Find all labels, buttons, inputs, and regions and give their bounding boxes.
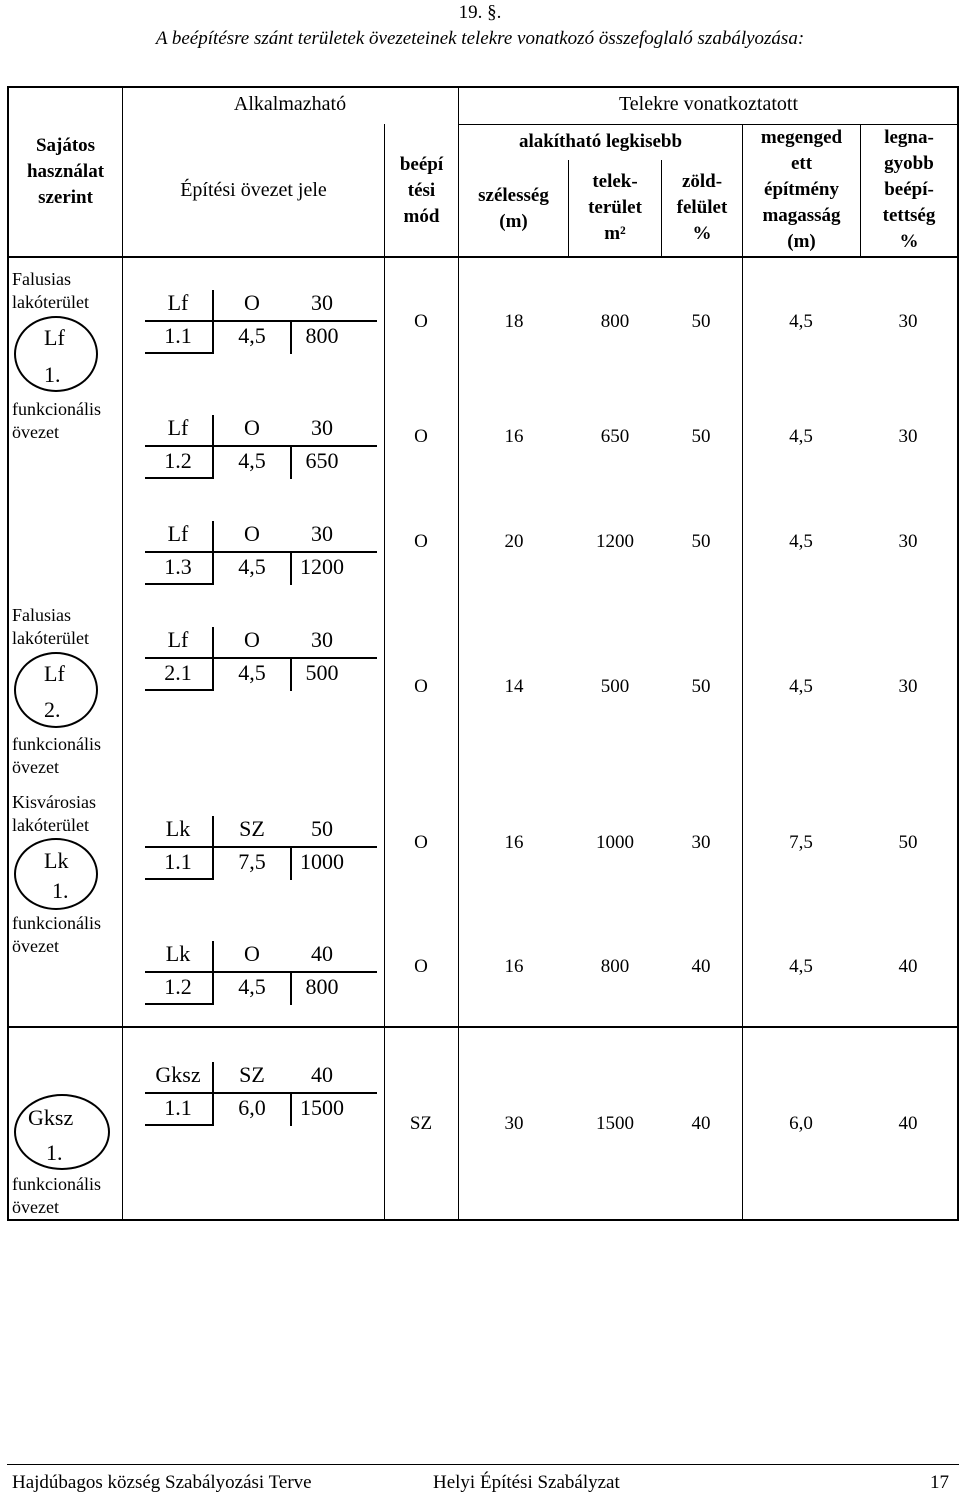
header-beepitettseg-line: legna- <box>884 127 934 148</box>
group-line: Falusias <box>12 605 72 625</box>
header-alkalmazhato: Alkalmazható <box>233 93 347 115</box>
zone-box-line <box>212 627 214 691</box>
group-line: Kisvárosias <box>12 792 96 812</box>
cell-beep: 30 <box>898 676 918 697</box>
header-szelesseg-line: szélesség <box>478 185 549 206</box>
cell-zold: 30 <box>691 832 711 853</box>
group-number: 1. <box>52 878 69 903</box>
zone-code-e: 7,5 <box>238 849 266 874</box>
group-label <box>12 791 122 837</box>
header-sajatos-line: Sajátos <box>35 135 96 156</box>
zone-code-a: Lk <box>165 816 191 841</box>
header-magassag-line: ett <box>790 153 813 174</box>
zone-code-a: Lf <box>167 415 189 440</box>
cell-szel: 16 <box>504 426 524 447</box>
zone-box-line <box>145 689 212 691</box>
group-label <box>12 604 120 650</box>
zone-code-box <box>145 627 377 691</box>
zone-code-f: 800 <box>305 974 339 999</box>
zone-code-c: 30 <box>311 521 333 546</box>
group-circle <box>14 316 98 392</box>
header-beepitettseg <box>861 125 957 255</box>
zone-code-d: 1.1 <box>164 849 192 874</box>
zone-code-b: O <box>244 627 260 652</box>
header-telekterulet-line: m² <box>604 223 626 244</box>
zone-code-b: O <box>244 521 260 546</box>
zone-box-line <box>145 846 377 848</box>
header-sajatos-line: szerint <box>38 187 93 208</box>
zone-code-b: SZ <box>239 1062 265 1087</box>
group-code: Lf <box>44 325 65 350</box>
zone-box-line <box>212 1062 214 1126</box>
group-number: 2. <box>44 697 61 722</box>
group-code: Gksz <box>28 1105 74 1130</box>
zone-code-d: 1.1 <box>164 1095 192 1120</box>
cell-mod: O <box>414 426 428 447</box>
zone-code-e: 6,0 <box>238 1095 266 1120</box>
section-number: 19. §. <box>458 2 502 23</box>
group-line: lakóterület <box>12 292 89 312</box>
group-line: lakóterület <box>12 815 89 835</box>
zone-code-b: O <box>244 941 260 966</box>
zone-box-line <box>212 816 214 880</box>
zone-box-line <box>145 971 377 973</box>
group-tail <box>12 1173 101 1219</box>
group-number: 1. <box>46 1140 63 1165</box>
cell-telek: 800 <box>600 311 630 332</box>
group-line: funkcionális <box>12 399 101 419</box>
zone-box-line <box>145 878 212 880</box>
zone-box-line <box>212 521 214 585</box>
zone-code-box <box>145 415 377 479</box>
header-zoldfelulet-line: % <box>692 223 712 244</box>
header-beepitesi-mod-line: beépí <box>399 154 444 175</box>
zone-code-e: 4,5 <box>238 660 266 685</box>
zone-code-f: 1500 <box>300 1095 344 1120</box>
header-telekre: Telekre vonatkoztatott <box>618 93 799 115</box>
zone-box-line <box>145 1003 212 1005</box>
group-line: funkcionális <box>12 1174 101 1194</box>
zone-code-c: 40 <box>311 1062 333 1087</box>
header-szelesseg-line: (m) <box>499 211 528 232</box>
zone-code-f: 1200 <box>300 554 344 579</box>
zone-box-line <box>145 477 212 479</box>
header-magassag-line: (m) <box>787 231 816 252</box>
group-code: Lf <box>44 661 65 686</box>
zone-code-box <box>145 290 377 354</box>
zone-code-d: 1.2 <box>164 974 192 999</box>
footer-rule <box>7 1464 959 1465</box>
zone-code-c: 30 <box>311 415 333 440</box>
zone-box-line <box>145 657 377 659</box>
group-line: lakóterület <box>12 628 89 648</box>
header-szelesseg <box>459 183 568 235</box>
zone-box-line <box>212 941 214 1005</box>
zone-code-c: 50 <box>311 816 333 841</box>
group-line: övezet <box>12 422 59 442</box>
cell-zold: 40 <box>691 1113 711 1134</box>
zone-code-d: 1.2 <box>164 448 192 473</box>
zone-code-box <box>145 1062 377 1126</box>
header-beepitesi-mod <box>385 152 458 230</box>
header-zoldfelulet-line: felület <box>676 197 728 218</box>
cell-beep: 50 <box>898 832 918 853</box>
zone-box-line <box>145 1092 377 1094</box>
footer-section-title: Helyi Építési Szabályzat <box>433 1472 620 1493</box>
zone-code-box <box>145 521 377 585</box>
zone-code-e: 4,5 <box>238 323 266 348</box>
cell-beep: 40 <box>898 956 918 977</box>
header-magassag-line: megenged <box>760 127 843 148</box>
cell-telek: 1200 <box>596 531 634 552</box>
header-zoldfelulet <box>662 169 742 247</box>
cell-szel: 20 <box>504 531 524 552</box>
group-line: funkcionális <box>12 913 101 933</box>
zone-code-f: 1000 <box>300 849 344 874</box>
cell-mag: 6,0 <box>789 1113 813 1134</box>
zone-box-line <box>145 551 377 553</box>
zone-box-line <box>212 415 214 479</box>
zone-code-c: 40 <box>311 941 333 966</box>
cell-telek: 650 <box>600 426 630 447</box>
zone-code-d: 2.1 <box>164 660 192 685</box>
zone-code-c: 30 <box>311 290 333 315</box>
group-tail <box>12 912 101 958</box>
cell-zold: 50 <box>691 531 711 552</box>
header-beepitettseg-line: beépí- <box>884 179 934 200</box>
cell-szel: 18 <box>504 311 524 332</box>
cell-beep: 30 <box>898 531 918 552</box>
zone-box-line <box>145 583 212 585</box>
header-telekterulet-line: telek- <box>592 171 638 192</box>
zone-code-f: 650 <box>305 448 339 473</box>
cell-telek: 1000 <box>596 832 634 853</box>
footer-document-title: Hajdúbagos község Szabályozási Terve <box>12 1472 312 1493</box>
header-zoldfelulet-line: zöld- <box>681 171 723 192</box>
zone-code-a: Lf <box>167 290 189 315</box>
cell-szel: 30 <box>504 1113 524 1134</box>
group-number: 1. <box>44 362 61 387</box>
cell-zold: 50 <box>691 676 711 697</box>
group-line: övezet <box>12 757 59 777</box>
header-magassag <box>743 125 860 255</box>
zone-code-box <box>145 816 377 880</box>
group-circle <box>14 652 98 728</box>
header-alakithato: alakítható legkisebb <box>518 131 683 152</box>
group-label <box>12 268 120 314</box>
group-circle <box>14 838 98 910</box>
header-sajatos-line: használat <box>26 161 105 182</box>
zone-code-c: 30 <box>311 627 333 652</box>
cell-mod: O <box>414 832 428 853</box>
cell-mod: O <box>414 956 428 977</box>
cell-mag: 4,5 <box>789 531 813 552</box>
zone-code-a: Lk <box>165 941 191 966</box>
cell-mod: SZ <box>409 1113 433 1134</box>
cell-mag: 4,5 <box>789 426 813 447</box>
cell-szel: 14 <box>504 676 524 697</box>
cell-zold: 40 <box>691 956 711 977</box>
header-beepitettseg-line: % <box>899 231 919 252</box>
zone-code-e: 4,5 <box>238 554 266 579</box>
cell-mag: 4,5 <box>789 956 813 977</box>
cell-beep: 30 <box>898 311 918 332</box>
group-line: Falusias <box>12 269 72 289</box>
header-telekterulet <box>569 169 661 247</box>
header-beepitesi-mod-line: tési <box>407 180 436 201</box>
zone-box-line <box>145 1124 212 1126</box>
cell-mag: 4,5 <box>789 311 813 332</box>
zone-code-a: Gksz <box>155 1062 201 1087</box>
group-line: övezet <box>12 936 59 956</box>
zone-code-e: 4,5 <box>238 448 266 473</box>
zone-code-box <box>145 941 377 1005</box>
cell-szel: 16 <box>504 956 524 977</box>
header-sajatos <box>9 133 122 211</box>
header-beepitettseg-line: tettség <box>882 205 936 226</box>
cell-beep: 40 <box>898 1113 918 1134</box>
zone-code-f: 800 <box>305 323 339 348</box>
cell-szel: 16 <box>504 832 524 853</box>
zone-code-b: SZ <box>239 816 265 841</box>
cell-mag: 4,5 <box>789 676 813 697</box>
cell-zold: 50 <box>691 311 711 332</box>
cell-zold: 50 <box>691 426 711 447</box>
header-epitesi-ovezet-jele: Építési övezet jele <box>180 179 327 201</box>
zone-code-a: Lf <box>167 627 189 652</box>
cell-beep: 30 <box>898 426 918 447</box>
page-title: A beépítésre szánt területek övezeteinek telekre vonatkozó összefoglaló szabályozása: <box>155 28 805 49</box>
group-code: Lk <box>44 848 69 873</box>
zone-code-b: O <box>244 290 260 315</box>
zone-code-f: 500 <box>305 660 339 685</box>
cell-telek: 500 <box>600 676 630 697</box>
cell-mod: O <box>414 676 428 697</box>
group-circle <box>14 1094 110 1170</box>
zone-code-b: O <box>244 415 260 440</box>
zone-box-line <box>145 352 212 354</box>
group-tail <box>12 733 101 779</box>
group-line: övezet <box>12 1197 59 1217</box>
header-magassag-line: magasság <box>762 205 841 226</box>
header-beepitesi-mod-line: mód <box>403 206 440 227</box>
zone-box-line <box>212 290 214 354</box>
header-telekterulet-line: terület <box>588 197 642 218</box>
zone-box-line <box>145 445 377 447</box>
zone-code-d: 1.1 <box>164 323 192 348</box>
header-beepitettseg-line: gyobb <box>884 153 934 174</box>
header-magassag-line: építmény <box>764 179 839 200</box>
group-line: funkcionális <box>12 734 101 754</box>
zone-code-d: 1.3 <box>164 554 192 579</box>
zone-code-e: 4,5 <box>238 974 266 999</box>
cell-telek: 1500 <box>596 1113 634 1134</box>
zone-code-a: Lf <box>167 521 189 546</box>
footer-page-number: 17 <box>930 1472 949 1493</box>
cell-telek: 800 <box>600 956 630 977</box>
cell-mag: 7,5 <box>789 832 813 853</box>
cell-mod: O <box>414 531 428 552</box>
group-tail <box>12 398 101 444</box>
cell-mod: O <box>414 311 428 332</box>
zone-box-line <box>145 320 377 322</box>
